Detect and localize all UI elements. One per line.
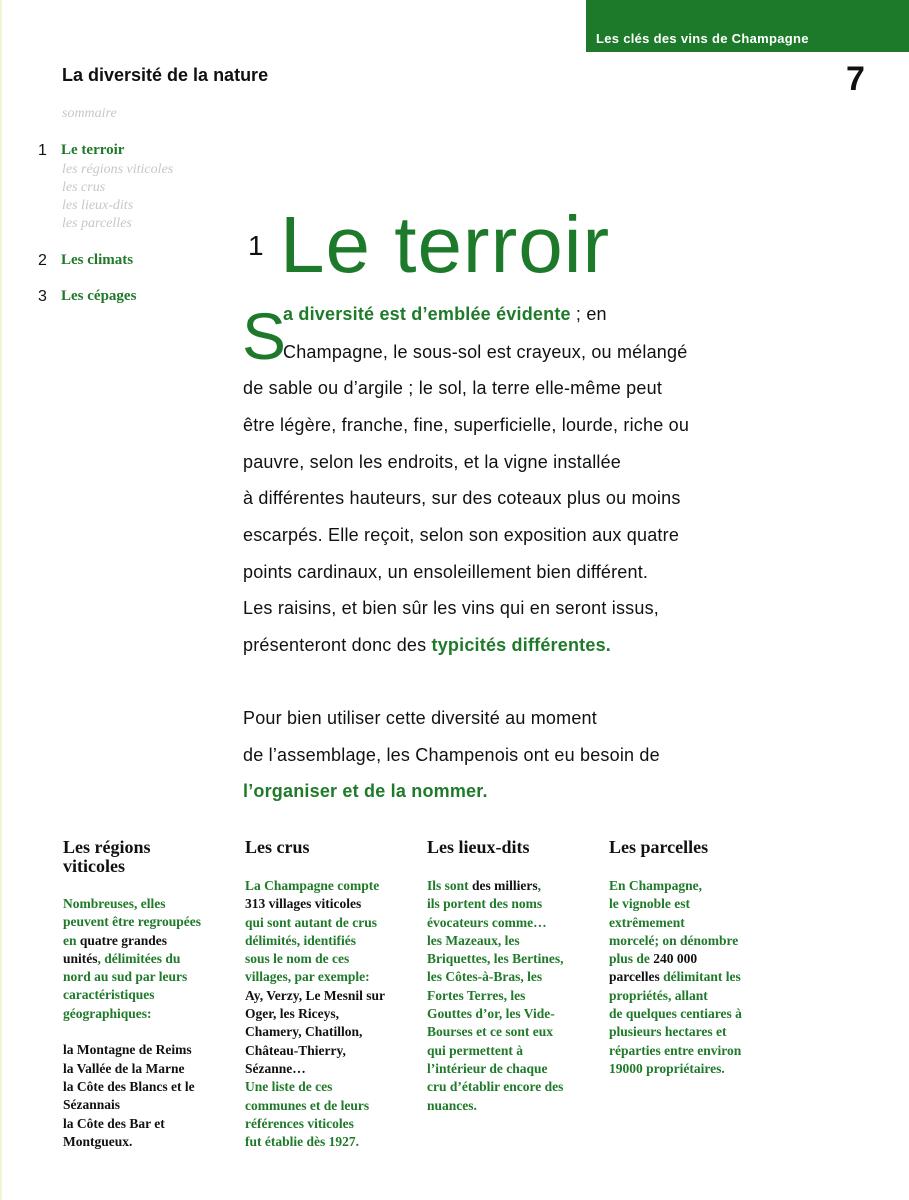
- column-line: [609, 950, 742, 968]
- toc-number: 3: [38, 288, 47, 305]
- column-line: [63, 1078, 201, 1096]
- toc-label: Les cépages: [61, 288, 137, 304]
- column-line: [63, 968, 201, 986]
- toc-label: Les climats: [61, 252, 134, 268]
- column-text: Briquettes, les Bertines,: [427, 951, 564, 967]
- column-text: fut établie dès 1927.: [245, 1134, 359, 1150]
- column-text: La Champagne compte: [245, 878, 380, 893]
- column-line: [63, 1005, 201, 1023]
- column-text: sous le nom de ces: [245, 951, 350, 967]
- column-line: [63, 1060, 201, 1078]
- drop-cap: S: [242, 299, 287, 373]
- column-line: [245, 1060, 385, 1078]
- body-line: escarpés. Elle reçoit, selon son exposition aux quatre: [243, 525, 680, 545]
- column-title-line: viticoles: [63, 856, 125, 876]
- column-text: réparties entre environ: [609, 1042, 742, 1058]
- column-line: [245, 950, 385, 968]
- column-text: villages, par exemple:: [245, 969, 370, 985]
- column-text: évocateurs comme…: [427, 914, 547, 930]
- column-text: en: [63, 932, 80, 948]
- body-line: pauvre, selon les endroits, et la vigne installée: [243, 452, 622, 472]
- column-text: , délimitées du: [97, 950, 181, 966]
- column-line: [63, 1041, 201, 1059]
- column-line: [245, 1078, 385, 1096]
- highlight-text: Chamery, Chatillon,: [245, 1024, 363, 1040]
- body-text: présenteront donc des: [243, 635, 432, 655]
- column-line: [63, 895, 201, 913]
- highlight-text: Oger, les Riceys,: [245, 1006, 339, 1022]
- body-line: Champagne, le sous-sol est crayeux, ou mélangé: [283, 342, 688, 362]
- column-text: Ils sont: [427, 878, 473, 893]
- column-text: Nombreuses, elles: [63, 896, 166, 911]
- column-line: [427, 1023, 563, 1041]
- column-text: références viticoles: [245, 1115, 354, 1131]
- column-line: [609, 932, 742, 950]
- toc-sub-item[interactable]: les crus: [62, 180, 106, 195]
- column-text: caractéristiques: [63, 987, 155, 1003]
- highlight-text: la Montagne de Reims: [63, 1042, 192, 1058]
- column-line: [63, 1023, 201, 1041]
- column-title-lieux-dits: Les lieux-dits: [427, 837, 530, 857]
- highlight-text: quatre grandes: [79, 932, 168, 948]
- column-text: l’intérieur de chaque: [427, 1060, 548, 1076]
- column-text-parcelles: [609, 877, 742, 1078]
- column-line: [609, 914, 742, 932]
- column-line: [427, 877, 563, 895]
- highlight-text: 240 000: [653, 951, 698, 967]
- column-text: communes et de leurs: [245, 1097, 370, 1113]
- body-line: Les raisins, et bien sûr les vins qui en seront issus,: [243, 598, 659, 618]
- sommaire-label: sommaire: [62, 106, 117, 121]
- highlight-text: la Côte des Bar et: [63, 1115, 165, 1131]
- column-line: [609, 895, 742, 913]
- column-line: [245, 968, 385, 986]
- highlight-text: Château-Thierry,: [245, 1042, 346, 1058]
- column-line: [427, 1042, 563, 1060]
- column-title-crus: Les crus: [245, 837, 310, 857]
- body-line-emphasis: l’organiser et de la nommer.: [243, 781, 488, 801]
- column-line: [427, 932, 563, 950]
- column-line: [427, 1078, 563, 1096]
- body-line: à différentes hauteurs, sur des coteaux plus ou moins: [243, 488, 681, 508]
- column-text: En Champagne,: [609, 878, 703, 893]
- column-line: [609, 1060, 742, 1078]
- column-text: qui permettent à: [427, 1042, 523, 1058]
- column-text: cru d’établir encore des: [427, 1079, 564, 1095]
- column-text: les Côtes-à-Bras, les: [427, 969, 543, 985]
- column-text-regions: [63, 895, 201, 1151]
- column-line: [245, 877, 385, 895]
- toc-sub-item[interactable]: les lieux-dits: [62, 198, 134, 213]
- body-line: points cardinaux, un ensoleillement bien différent.: [243, 562, 649, 582]
- column-text: le vignoble est: [609, 896, 690, 912]
- highlight-text: Sézannais: [63, 1097, 121, 1113]
- column-line: [63, 913, 201, 931]
- column-text: peuvent être regroupées: [63, 914, 201, 930]
- column-line: [427, 1097, 563, 1115]
- chapter-title: Le terroir: [280, 200, 611, 289]
- column-text: plus de: [609, 951, 654, 967]
- column-text: de quelques centiares à: [609, 1006, 742, 1022]
- column-text: 19000 propriétaires.: [609, 1060, 725, 1076]
- highlight-text: parcelles: [609, 969, 660, 985]
- column-line: [63, 986, 201, 1004]
- highlight-text: Sézanne…: [245, 1060, 306, 1076]
- body-line: [243, 635, 611, 656]
- column-text: nuances.: [427, 1097, 477, 1113]
- column-line: [427, 1005, 563, 1023]
- highlight-text: la Vallée de la Marne: [63, 1060, 185, 1076]
- column-text: les Mazeaux, les: [427, 932, 520, 948]
- column-text: ils portent des noms: [427, 896, 543, 912]
- column-line: [245, 1115, 385, 1133]
- column-title-line: Les régions: [63, 837, 151, 857]
- column-text: ,: [537, 878, 542, 893]
- column-line: [427, 987, 563, 1005]
- column-text: délimités, identifiés: [245, 932, 356, 948]
- column-line: [245, 987, 385, 1005]
- column-text: Bourses et ce sont eux: [427, 1024, 553, 1040]
- body-line: Pour bien utiliser cette diversité au moment: [243, 708, 597, 728]
- column-text: extrêmement: [609, 914, 685, 930]
- body-line: être légère, franche, fine, superficielle, lourde, riche ou: [243, 415, 690, 435]
- column-line: [245, 1042, 385, 1060]
- column-line: [245, 1097, 385, 1115]
- body-line: de l’assemblage, les Champenois ont eu besoin de: [243, 745, 660, 765]
- section-title: La diversité de la nature: [62, 65, 269, 85]
- column-line: [245, 1133, 385, 1151]
- column-text-lieux-dits: [427, 877, 563, 1115]
- column-text: nord au sud par leurs: [63, 969, 188, 985]
- column-line: [609, 1023, 742, 1041]
- column-title-parcelles: Les parcelles: [609, 837, 709, 857]
- highlight-text: Montgueux.: [63, 1133, 133, 1149]
- column-line: [63, 1133, 201, 1151]
- emphasis: typicités différentes.: [431, 635, 611, 655]
- column-text: plusieurs hectares et: [609, 1024, 727, 1040]
- column-line: [609, 987, 742, 1005]
- column-line: [609, 968, 742, 986]
- highlight-text: unités: [63, 950, 98, 966]
- column-line: [63, 1096, 201, 1114]
- column-line: [609, 1005, 742, 1023]
- column-line: [609, 877, 742, 895]
- highlight-text: la Côte des Blancs et le: [63, 1078, 195, 1094]
- column-line: [245, 932, 385, 950]
- toc-number: 1: [38, 142, 47, 159]
- highlight-text: Ay, Verzy, Le Mesnil sur: [245, 987, 385, 1003]
- column-line: [609, 1042, 742, 1060]
- column-line: [245, 895, 385, 913]
- header-title: Les clés des vins de Champagne: [596, 31, 809, 46]
- column-line: [427, 1060, 563, 1078]
- body-text: ; en: [570, 304, 607, 324]
- column-text: propriétés, allant: [609, 987, 708, 1003]
- column-line: [427, 950, 563, 968]
- column-line: [427, 914, 563, 932]
- toc-label: Le terroir: [61, 142, 125, 158]
- toc-sub-item[interactable]: les régions viticoles: [62, 162, 174, 177]
- column-line: [63, 950, 201, 968]
- column-line: [245, 914, 385, 932]
- header-band: [586, 0, 909, 52]
- highlight-text: des milliers: [472, 878, 538, 893]
- column-text-crus: [245, 877, 385, 1151]
- page-edge: [0, 0, 2, 1200]
- column-text: Une liste de ces: [245, 1079, 333, 1095]
- body-line: [283, 304, 607, 325]
- column-text: Fortes Terres, les: [427, 987, 526, 1003]
- column-text: délimitant les: [659, 969, 741, 985]
- highlight-text: 313 villages viticoles: [245, 896, 362, 912]
- column-line: [63, 1115, 201, 1133]
- column-line: [427, 895, 563, 913]
- page-number: 7: [846, 60, 865, 98]
- toc-sub-item[interactable]: les parcelles: [62, 216, 132, 231]
- toc-number: 2: [38, 252, 47, 269]
- column-text: Gouttes d’or, les Vide-: [427, 1006, 555, 1022]
- column-title-regions: [63, 838, 233, 876]
- chapter-number: 1: [248, 230, 264, 261]
- body-line: de sable ou d’argile ; le sol, la terre elle-même peut: [243, 378, 663, 398]
- column-text: morcelé; on dénombre: [609, 932, 739, 948]
- column-text: qui sont autant de crus: [245, 914, 378, 930]
- column-line: [245, 1005, 385, 1023]
- emphasis: a diversité est d’emblée évidente: [283, 304, 571, 324]
- column-line: [63, 932, 201, 950]
- column-text: géographiques:: [63, 1005, 152, 1021]
- column-line: [427, 968, 563, 986]
- column-line: [245, 1023, 385, 1041]
